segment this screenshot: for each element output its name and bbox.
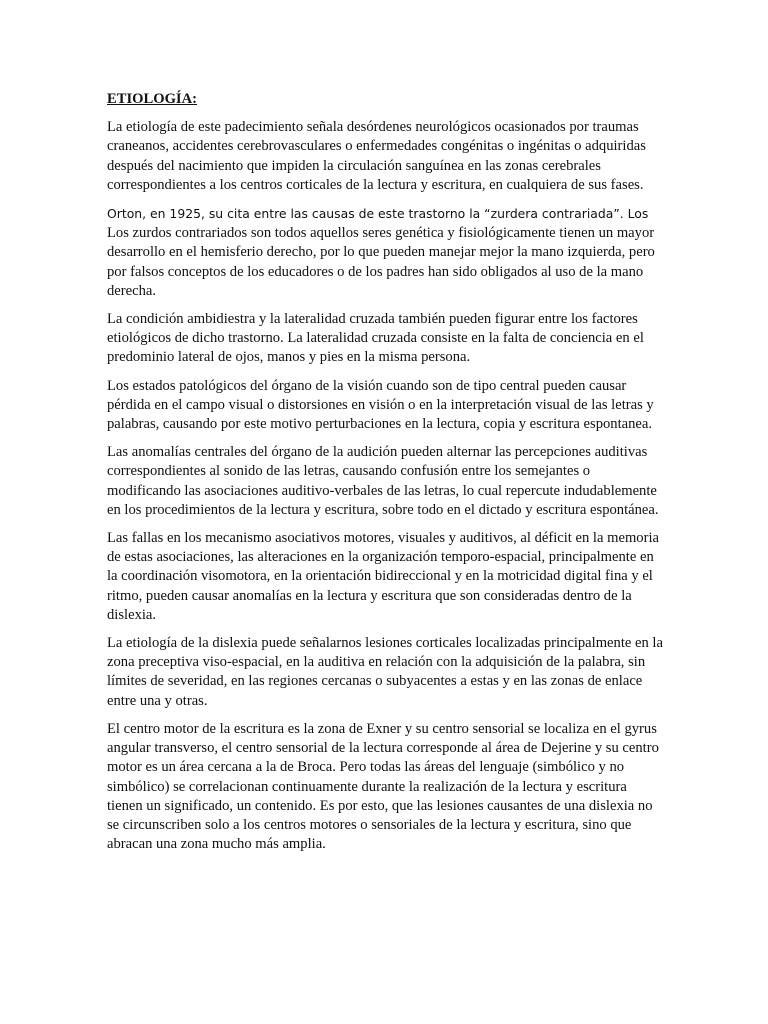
paragraph-2-body: Los zurdos contrariados son todos aquellos seres genética y fisiológicamente tienen un mayor desarrollo en el hemisferio derecho, por lo que pueden manejar mejor la mano izquierda, pero por falsos conceptos de los educadores o de los padres han sido obligados al uso de la mano derecha. [107,225,655,299]
document-page [107,90,663,863]
paragraph-3: La condición ambidiestra y la lateralidad cruzada también pueden figurar entre los factores etiológicos de dicho trastorno. La lateralidad cruzada consiste en la falta de conciencia en el predominio lateral de ojos, manos y pies en la misma persona. [107,311,644,366]
paragraph-1: La etiología de este padecimiento señala desórdenes neurológicos ocasionados por traumas craneanos, accidentes cerebrovasculares o enfermedades congénitas o ingénitas o adquiridas después del nacimiento que impiden la circulación sanguínea en las zonas cerebrales correspondientes a los centros corticales de la lectura y escritura, en cualquiera de sus fases. [107,119,646,193]
section-heading: ETIOLOGÍA: [107,91,198,107]
paragraph-5: Las anomalías centrales del órgano de la audición pueden alternar las percepciones auditivas correspondientes al sonido de las letras, causando confusión entre los semejantes o modificando las asociaciones auditivo-verbales de las letras, lo cual repercute indudablemente en los procedimientos de la lectura y escritura, sobre todo en el dictado y escritura espontánea. [107,444,659,518]
paragraph-7: La etiología de la dislexia puede señalarnos lesiones corticales localizadas principalmente en la zona preceptiva viso-espacial, en la auditiva en relación con la adquisición de la palabra, sin límites de severidad, en las regiones cercanas o subyacentes a estas y en las zonas de enlace entre una y otras. [107,635,663,709]
paragraph-2-lead: Orton, en 1925, su cita entre las causas de este trastorno la “zurdera contrariada”. Los [107,206,649,222]
paragraph-8: El centro motor de la escritura es la zona de Exner y su centro sensorial se localiza en el gyrus angular transverso, el centro sensorial de la lectura corresponde al área de Dejerine y su centro motor es un área cercana a la de Broca. Pero todas las áreas del lenguaje (simbólico y no simbólico) se correlacionan continuamente durante la realización de la lectura y escritura tienen un significado, un contenido. Es por esto, que las lesiones causantes de una dislexia no se circunscriben solo a los centros motores o sensoriales de la lectura y escritura, sino que abracan una zona mucho más amplia. [107,720,659,853]
paragraph-2 [107,204,663,301]
paragraph-6: Las fallas en los mecanismo asociativos motores, visuales y auditivos, al déficit en la memoria de estas asociaciones, las alteraciones en la organización temporo-espacial, principalmente en la coordinación visomotora, en la orientación bidireccional y en la motricidad digital fina y el ritmo, pueden causar anomalías en la lectura y escritura que son consideradas dentro de la dislexia. [107,530,659,623]
paragraph-4: Los estados patológicos del órgano de la visión cuando son de tipo central pueden causar pérdida en el campo visual o distorsiones en visión o en la interpretación visual de las letras y palabras, causando por este motivo perturbaciones en la lectura, copia y escritura espontanea. [107,377,654,433]
